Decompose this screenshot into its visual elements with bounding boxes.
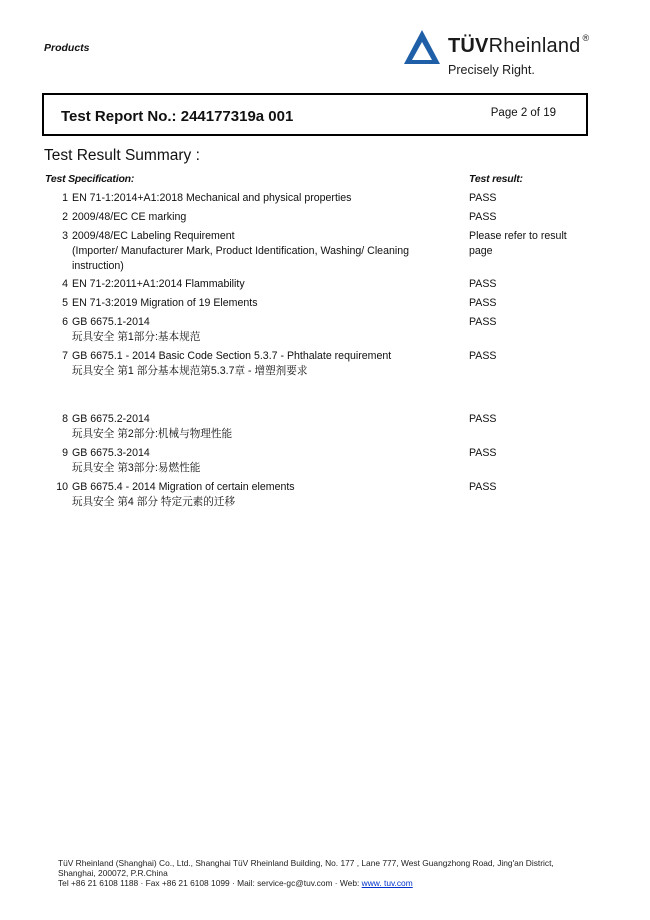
spec-line: 2009/48/EC Labeling Requirement — [72, 230, 235, 242]
brand-tagline: Precisely Right. — [448, 63, 535, 77]
test-specification — [72, 277, 452, 292]
test-specification — [72, 446, 452, 476]
result-line: PASS — [469, 192, 497, 204]
brand-name-rest: Rheinland — [488, 35, 581, 57]
report-number: Test Report No.: 244177319a 001 — [61, 108, 294, 125]
page-number: Page 2 of 19 — [490, 107, 556, 119]
test-specification — [72, 349, 452, 379]
row-number: 1 — [62, 192, 68, 204]
spec-line: 玩具安全 第4 部分 特定元素的迁移 — [72, 496, 236, 508]
page-footer — [58, 858, 618, 888]
test-result — [469, 191, 599, 206]
spec-line: 玩具安全 第1部分:基本规范 — [72, 331, 201, 343]
spec-line: EN 71-3:2019 Migration of 19 Elements — [72, 297, 258, 309]
test-specification — [72, 191, 452, 206]
spec-line: 玩具安全 第1 部分基本规范第5.3.7章 - 增塑剂要求 — [72, 365, 308, 377]
column-header-specification: Test Specification: — [45, 173, 135, 185]
result-line: PASS — [469, 211, 497, 223]
registered-mark: ® — [582, 33, 590, 43]
result-line: PASS — [469, 316, 497, 328]
triangle-logo-icon — [402, 28, 442, 68]
row-number: 3 — [62, 230, 68, 242]
row-number: 10 — [56, 481, 68, 493]
result-line: PASS — [469, 447, 497, 459]
result-line: PASS — [469, 413, 497, 425]
spec-line: GB 6675.1 - 2014 Basic Code Section 5.3.7 - Phthalate requirement — [72, 350, 392, 362]
spec-line: (Importer/ Manufacturer Mark, Product Identification, Washing/ Cleaning — [72, 245, 409, 257]
row-number: 9 — [62, 447, 68, 459]
test-specification — [72, 229, 452, 274]
row-number: 2 — [62, 211, 68, 223]
summary-title: Test Result Summary : — [44, 147, 200, 164]
brand-name — [448, 35, 589, 58]
result-line: PASS — [469, 481, 497, 493]
section-label: Products — [44, 42, 90, 54]
test-result — [469, 229, 599, 259]
row-number: 5 — [62, 297, 68, 309]
result-line: PASS — [469, 278, 497, 290]
test-result — [469, 315, 599, 330]
spec-line: 玩具安全 第2部分:机械与物理性能 — [72, 428, 233, 440]
row-number: 8 — [62, 413, 68, 425]
test-result — [469, 277, 599, 292]
column-header-result: Test result: — [469, 173, 523, 185]
test-result — [469, 210, 599, 225]
result-line: page — [469, 245, 493, 257]
spec-line: GB 6675.3-2014 — [72, 447, 150, 459]
spec-line: EN 71-2:2011+A1:2014 Flammability — [72, 278, 245, 290]
spec-line: 2009/48/EC CE marking — [72, 211, 187, 223]
test-specification — [72, 210, 452, 225]
spec-line: EN 71-1:2014+A1:2018 Mechanical and physical properties — [72, 192, 352, 204]
footer-contact-line — [58, 878, 618, 888]
spec-line: 玩具安全 第3部分:易燃性能 — [72, 462, 201, 474]
result-line: PASS — [469, 350, 497, 362]
row-number: 6 — [62, 316, 68, 328]
test-specification — [72, 480, 452, 510]
company-logo — [402, 28, 602, 80]
spec-line: GB 6675.2-2014 — [72, 413, 150, 425]
spec-line: GB 6675.1-2014 — [72, 316, 150, 328]
test-result — [469, 446, 599, 461]
footer-contact-text: Tel +86 21 6108 1188 · Fax +86 21 6108 1099 · Mail: service-gc@tuv.com · Web: — [58, 878, 362, 888]
test-result — [469, 296, 599, 311]
test-specification — [72, 296, 452, 311]
footer-web-link[interactable]: www. tuv.com — [361, 878, 413, 888]
row-number: 7 — [62, 350, 68, 362]
report-header-box — [42, 93, 588, 136]
test-specification — [72, 412, 452, 442]
test-specification — [72, 315, 452, 345]
test-result — [469, 412, 599, 427]
spec-line: GB 6675.4 - 2014 Migration of certain elements — [72, 481, 295, 493]
result-line: PASS — [469, 297, 497, 309]
result-line: Please refer to result — [469, 230, 567, 242]
row-number: 4 — [62, 278, 68, 290]
spec-line: instruction) — [72, 260, 124, 272]
brand-name-bold: TÜV — [448, 35, 489, 57]
test-result — [469, 480, 599, 495]
footer-address-line-1: TüV Rheinland (Shanghai) Co., Ltd., Shanghai TüV Rheinland Building, No. 177 , Lane 777, West Guangzhong Road, Jing'an District, — [58, 858, 554, 868]
test-result — [469, 349, 599, 364]
footer-address-line-2: Shanghai, 200072, P.R.China — [58, 868, 168, 878]
